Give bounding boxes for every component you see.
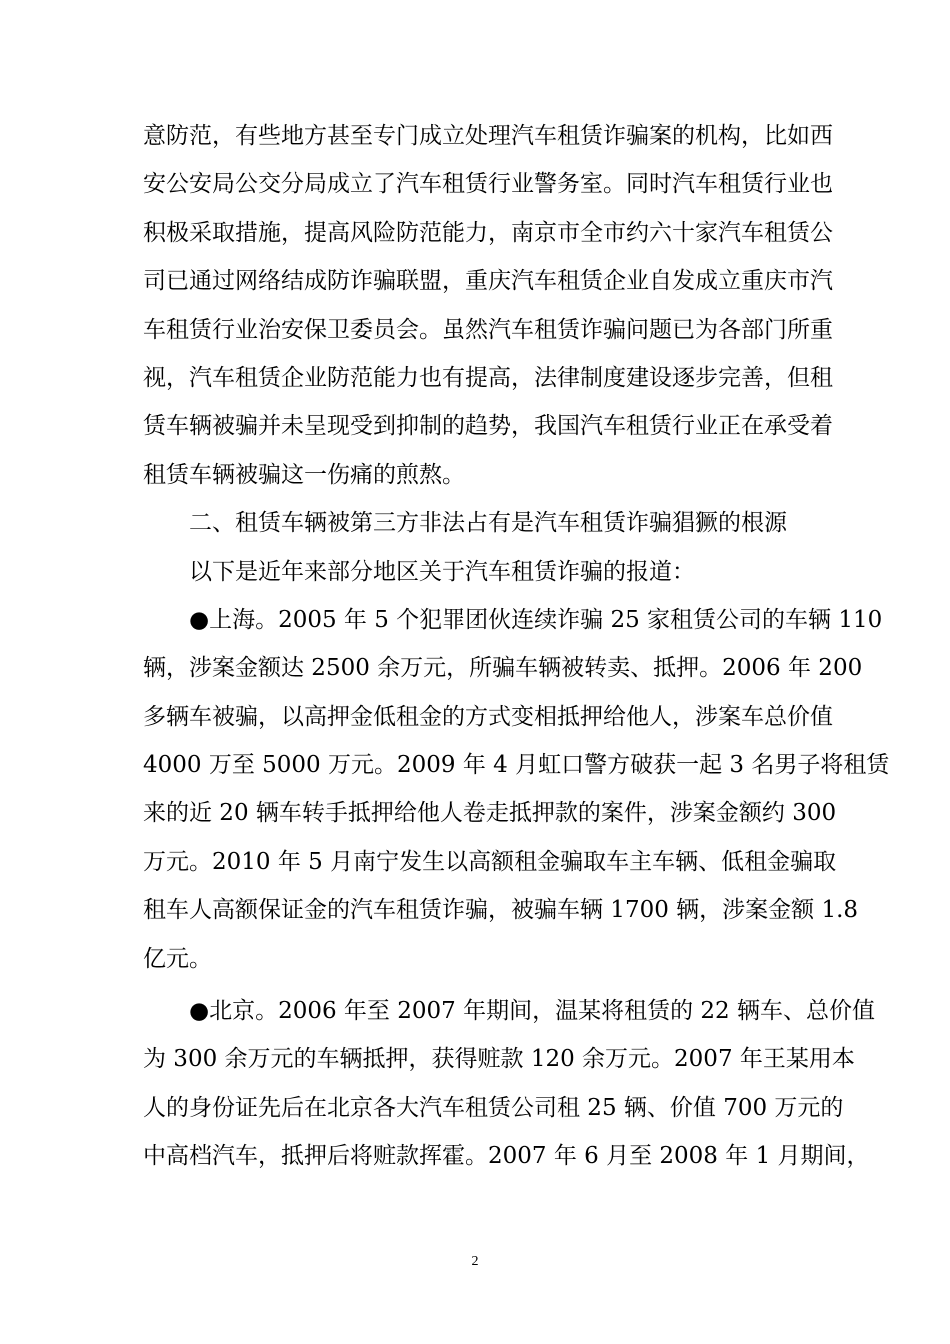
text-line: 视，汽车租赁企业防范能力也有提高，法律制度建设逐步完善，但租 bbox=[143, 364, 833, 391]
text-line: ●上海。2005 年 5 个犯罪团伙连续诈骗 25 家租赁公司的车辆 110 bbox=[189, 606, 883, 633]
text-line: 中高档汽车，抵押后将赃款挥霍。2007 年 6 月至 2008 年 1 月期间， bbox=[143, 1143, 870, 1170]
text-line: 积极采取措施，提高风险防范能力，南京市全市约六十家汽车租赁公 bbox=[143, 219, 833, 246]
text-line: 二、租赁车辆被第三方非法占有是汽车租赁诈骗猖獗的根源 bbox=[189, 510, 787, 537]
paragraph bbox=[143, 548, 809, 596]
text-line: 多辆车被骗，以高押金低租金的方式变相抵押给他人，涉案车总价值 bbox=[143, 703, 833, 730]
page-number: 2 bbox=[471, 1254, 479, 1269]
paragraph bbox=[143, 112, 833, 499]
text-line: 亿元。 bbox=[143, 945, 212, 972]
text-line: 租赁车辆被骗这一伤痛的煎熬。 bbox=[143, 461, 465, 488]
text-line: 4000 万至 5000 万元。2009 年 4 月虹口警方破获一起 3 名男子将租赁 bbox=[143, 752, 890, 779]
text-line: 人的身份证先后在北京各大汽车租赁公司租 25 辆、价值 700 万元的 bbox=[143, 1094, 844, 1121]
text-line: 为 300 余万元的车辆抵押，获得赃款 120 余万元。2007 年王某用本 bbox=[143, 1046, 855, 1073]
text-line: 车租赁行业治安保卫委员会。虽然汽车租赁诈骗问题已为各部门所重 bbox=[143, 316, 833, 343]
bullet-paragraph-shanghai bbox=[143, 596, 890, 983]
text-line: 来的近 20 辆车转手抵押给他人卷走抵押款的案件，涉案金额约 300 bbox=[143, 800, 837, 827]
text-line: 辆，涉案金额达 2500 余万元，所骗车辆被转卖、抵押。2006 年 200 bbox=[143, 655, 863, 682]
section-heading bbox=[143, 499, 809, 547]
document-body bbox=[143, 112, 890, 1181]
text-line: 安公安局公交分局成立了汽车租赁行业警务室。同时汽车租赁行业也 bbox=[143, 171, 833, 198]
text-line: 司已通过网络结成防诈骗联盟，重庆汽车租赁企业自发成立重庆市汽 bbox=[143, 268, 833, 295]
text-line: 意防范，有些地方甚至专门成立处理汽车租赁诈骗案的机构，比如西 bbox=[143, 123, 833, 149]
text-line: 赁车辆被骗并未呈现受到抑制的趋势，我国汽车租赁行业正在承受着 bbox=[143, 413, 833, 440]
text-line: 万元。2010 年 5 月南宁发生以高额租金骗取车主车辆、低租金骗取 bbox=[143, 848, 837, 875]
text-line: ●北京。2006 年至 2007 年期间，温某将租赁的 22 辆车、总价值 bbox=[189, 998, 875, 1025]
text-line: 以下是近年来部分地区关于汽车租赁诈骗的报道： bbox=[189, 558, 695, 585]
bullet-paragraph-beijing bbox=[143, 987, 875, 1181]
text-line: 租车人高额保证金的汽车租赁诈骗，被骗车辆 1700 辆，涉案金额 1.8 bbox=[143, 897, 859, 924]
